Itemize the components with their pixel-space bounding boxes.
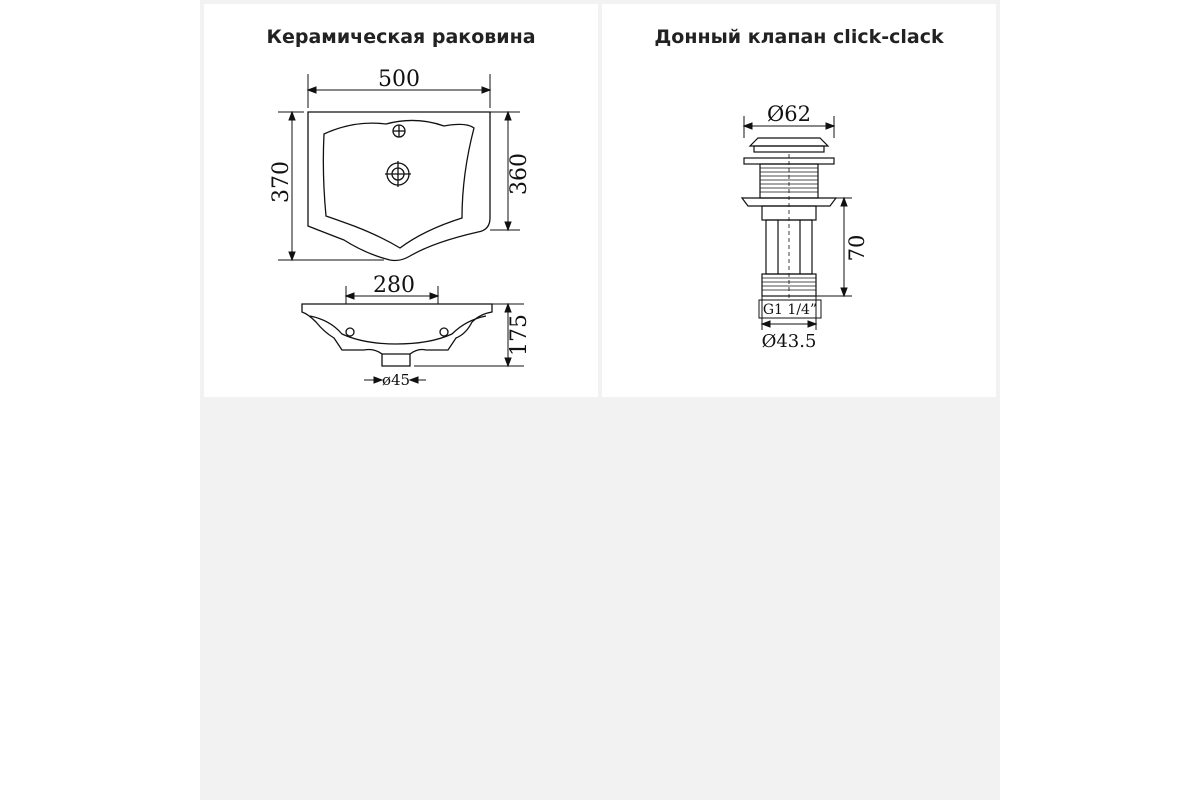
sink-side-outline bbox=[302, 304, 492, 366]
sink-title: Керамическая раковина bbox=[266, 26, 536, 48]
body-diameter-label: Ø43.5 bbox=[761, 331, 817, 352]
sink-drawing bbox=[204, 4, 598, 397]
valve-body bbox=[742, 138, 836, 304]
height-label: 175 bbox=[507, 314, 532, 356]
valve-drawing bbox=[602, 4, 996, 397]
product-board bbox=[200, 0, 1000, 800]
inner-depth-label: 360 bbox=[507, 153, 532, 195]
valve-title: Донный клапан click-clack bbox=[654, 26, 944, 48]
sink-panel bbox=[204, 4, 598, 397]
bowl-width-label: 280 bbox=[373, 273, 415, 298]
width-label: 500 bbox=[378, 67, 420, 92]
length-label: 70 bbox=[845, 234, 869, 262]
valve-panel bbox=[602, 4, 996, 397]
cap-diameter-label: Ø62 bbox=[767, 102, 811, 126]
sink-basin-outline bbox=[323, 120, 474, 248]
thread-label: G1 1/4” bbox=[762, 302, 818, 318]
drain-label: ø45 bbox=[381, 371, 411, 389]
depth-label: 370 bbox=[269, 161, 294, 203]
